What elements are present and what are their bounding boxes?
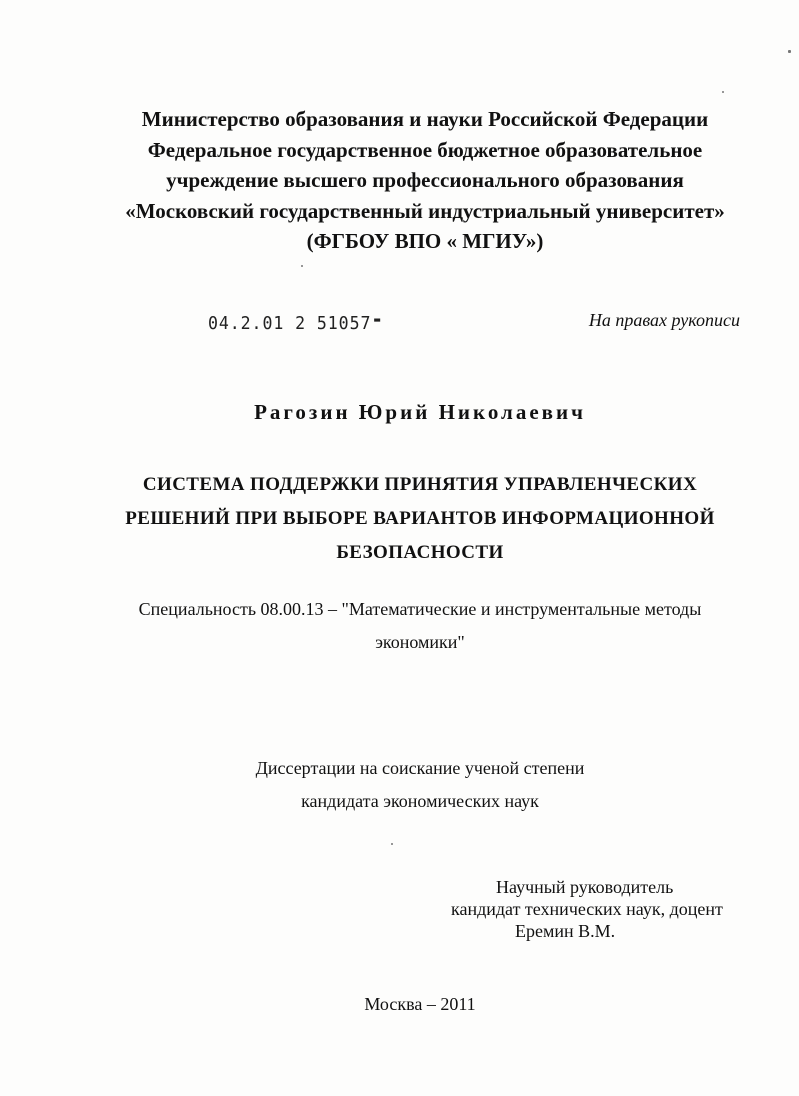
supervisor-name: Еремин В.М. <box>515 921 616 941</box>
degree-line: кандидата экономических наук <box>301 791 539 811</box>
stamp-mark: ▬ <box>374 313 382 326</box>
scan-speck <box>788 50 791 53</box>
scientific-supervisor <box>440 876 750 942</box>
university-abbreviation-line: (ФГБОУ ВПО « МГИУ») <box>306 229 544 253</box>
degree-line: Диссертации на соискание ученой степени <box>255 758 585 778</box>
institution-type-line: Федеральное государственное бюджетное образовательное <box>147 137 703 162</box>
ministry-header <box>60 104 790 257</box>
specialty <box>100 593 740 659</box>
dissertation-title <box>100 468 740 570</box>
degree-statement <box>200 752 640 818</box>
supervisor-role: Научный руководитель <box>496 877 674 897</box>
education-level-line: учреждение высшего профессионального образования <box>166 168 684 192</box>
title-line: БЕЗОПАСНОСТИ <box>336 542 504 563</box>
ministry-line: Министерство образования и науки Российской Федерации <box>141 107 709 131</box>
specialty-line: Специальность 08.00.13 – "Математические и инструментальные методы <box>138 599 702 619</box>
title-line: РЕШЕНИЙ ПРИ ВЫБОРЕ ВАРИАНТОВ ИНФОРМАЦИОННОЙ <box>125 508 715 529</box>
author-name: Рагозин Юрий Николаевич <box>254 400 586 424</box>
scan-speck <box>301 265 303 267</box>
library-stamp-code <box>208 313 381 334</box>
title-line: СИСТЕМА ПОДДЕРЖКИ ПРИНЯТИЯ УПРАВЛЕНЧЕСКИХ <box>142 474 698 495</box>
scan-speck <box>391 843 393 845</box>
university-name-line: «Московский государственный индустриальный университет» <box>125 198 725 223</box>
manuscript-rights-note: На правах рукописи <box>588 310 740 330</box>
stamp-code-text: 04.2.01 2 51057 <box>208 313 372 334</box>
city-and-year: Москва – 2011 <box>364 994 476 1014</box>
scan-speck <box>722 91 724 93</box>
supervisor-degree: кандидат технических наук, доцент <box>451 899 723 919</box>
specialty-line: экономики" <box>375 632 465 652</box>
